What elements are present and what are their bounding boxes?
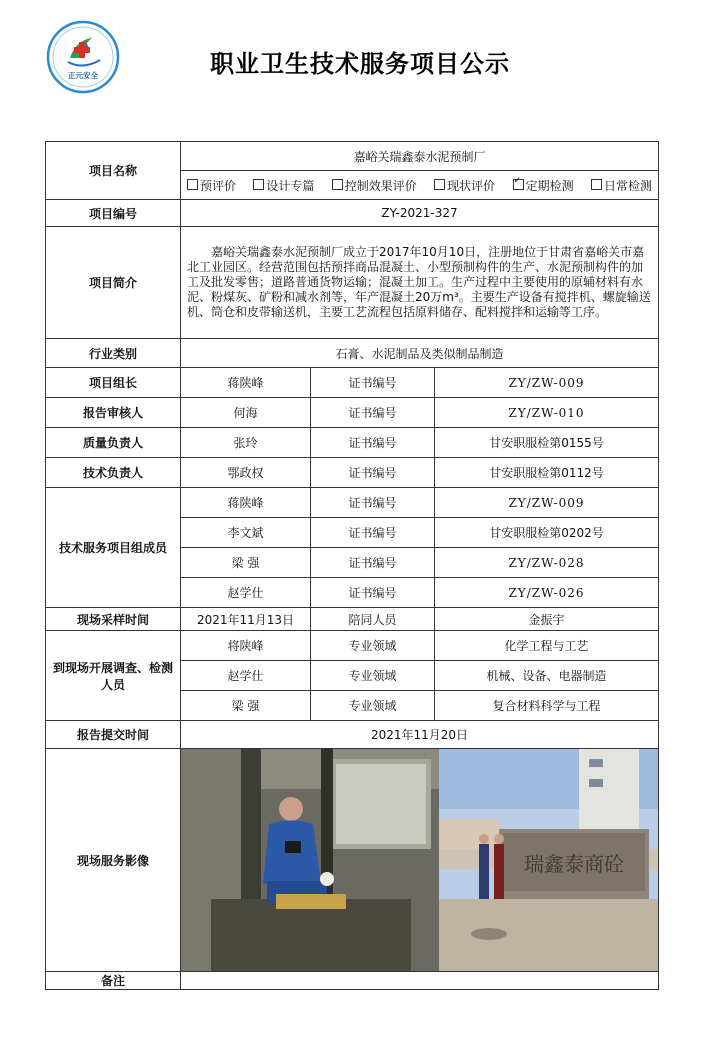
staff-name: 何海: [181, 398, 311, 428]
project-name-label: 项目名称: [46, 142, 181, 200]
team-member-name: 赵学仕: [181, 578, 311, 608]
svg-text:正元安全: 正元安全: [68, 71, 98, 80]
company-logo: [46, 20, 120, 94]
project-intro-label: 项目简介: [46, 227, 181, 339]
sampling-date: 2021年11月13日: [181, 608, 311, 631]
field-member-field: 化学工程与工艺: [435, 631, 659, 661]
field-member-name: 赵学仕: [181, 661, 311, 691]
checkbox-icon: [591, 179, 602, 190]
industry-label: 行业类别: [46, 339, 181, 368]
staff-name: 鄂政权: [181, 458, 311, 488]
checkbox-design[interactable]: 设计专篇: [253, 177, 314, 194]
cert-label: 证书编号: [311, 578, 435, 608]
staff-role: 报告审核人: [46, 398, 181, 428]
site-photo-worker-in-cab: [181, 749, 439, 971]
sampling-label: 现场采样时间: [46, 608, 181, 631]
staff-cert: ZY/ZW-009: [435, 368, 659, 398]
cert-label: 证书编号: [311, 368, 435, 398]
project-type-checkboxes: [181, 171, 659, 200]
staff-cert: 甘安职服检第0112号: [435, 458, 659, 488]
checkbox-daily-detection[interactable]: 日常检测: [591, 177, 652, 194]
field-label: 专业领域: [311, 661, 435, 691]
cert-label: 证书编号: [311, 548, 435, 578]
cert-label: 证书编号: [311, 488, 435, 518]
checkbox-icon: [187, 179, 198, 190]
cert-label: 证书编号: [311, 398, 435, 428]
staff-name: 张玲: [181, 428, 311, 458]
cert-label: 证书编号: [311, 518, 435, 548]
team-member-cert: ZY/ZW-028: [435, 548, 659, 578]
staff-role: 质量负责人: [46, 428, 181, 458]
checkbox-periodic-detection[interactable]: ✓ 定期检测: [513, 177, 574, 194]
staff-cert: 甘安职服检第0155号: [435, 428, 659, 458]
remark-value: [181, 972, 659, 990]
checkbox-icon: [434, 179, 445, 190]
team-member-name: 梁 强: [181, 548, 311, 578]
project-code-value: ZY-2021-327: [181, 200, 659, 227]
team-member-cert: 甘安职服检第0202号: [435, 518, 659, 548]
images-cell: [181, 749, 659, 972]
site-photo-company-sign: [439, 749, 658, 971]
project-code-label: 项目编号: [46, 200, 181, 227]
checkbox-control-effect[interactable]: 控制效果评价: [332, 177, 417, 194]
staff-cert: ZY/ZW-010: [435, 398, 659, 428]
team-member-cert: ZY/ZW-026: [435, 578, 659, 608]
field-member-field: 机械、设备、电器制造: [435, 661, 659, 691]
field-label: 专业领域: [311, 631, 435, 661]
checkbox-icon: [332, 179, 343, 190]
remark-label: 备注: [46, 972, 181, 990]
team-member-name: 李文斌: [181, 518, 311, 548]
field-label: 专业领域: [311, 691, 435, 721]
staff-role: 技术负责人: [46, 458, 181, 488]
cert-label: 证书编号: [311, 458, 435, 488]
team-member-cert: ZY/ZW-009: [435, 488, 659, 518]
project-table: [45, 141, 659, 990]
checkbox-pre-evaluation[interactable]: 预评价: [187, 177, 236, 194]
checkbox-icon: [253, 179, 264, 190]
field-member-name: 将陕峰: [181, 631, 311, 661]
page-title: 职业卫生技术服务项目公示: [210, 50, 510, 78]
checkbox-checked-icon: [513, 179, 524, 190]
sign-text: 瑞鑫泰商砼: [524, 852, 624, 876]
checkbox-status-evaluation[interactable]: 现状评价: [434, 177, 495, 194]
escort-label: 陪同人员: [311, 608, 435, 631]
escort-name: 金振宇: [435, 608, 659, 631]
report-date-label: 报告提交时间: [46, 721, 181, 749]
team-label: 技术服务项目组成员: [46, 488, 181, 608]
report-date-value: 2021年11月20日: [181, 721, 659, 749]
cert-label: 证书编号: [311, 428, 435, 458]
industry-value: 石膏、水泥制品及类似制品制造: [181, 339, 659, 368]
field-member-name: 梁 强: [181, 691, 311, 721]
field-member-field: 复合材料科学与工程: [435, 691, 659, 721]
project-name-value: 嘉峪关瑞鑫泰水泥预制厂: [181, 142, 659, 171]
team-member-name: 蒋陕峰: [181, 488, 311, 518]
project-intro-text: 嘉峪关瑞鑫泰水泥预制厂成立于2017年10月10日，注册地位于甘肃省嘉峪关市嘉北工业园区。经营范围包括预拌商品混凝土、小型预制构件的生产、水泥预制构件的加工及批发零售；道路普通货物运输；混凝土加工。生产过程中主要使用的原辅材料有水泥、粉煤灰、矿粉和减水剂等，年产混凝土20万m³。主要生产设备有搅拌机、螺旋输送机、筒仓和皮带输送机，主要工艺流程包括原料储存、配料搅拌和运输等工序。: [181, 227, 659, 339]
staff-role: 项目组长: [46, 368, 181, 398]
images-label: 现场服务影像: [46, 749, 181, 972]
staff-name: 蒋陕峰: [181, 368, 311, 398]
field-staff-label: 到现场开展调查、检测人员: [46, 631, 181, 721]
